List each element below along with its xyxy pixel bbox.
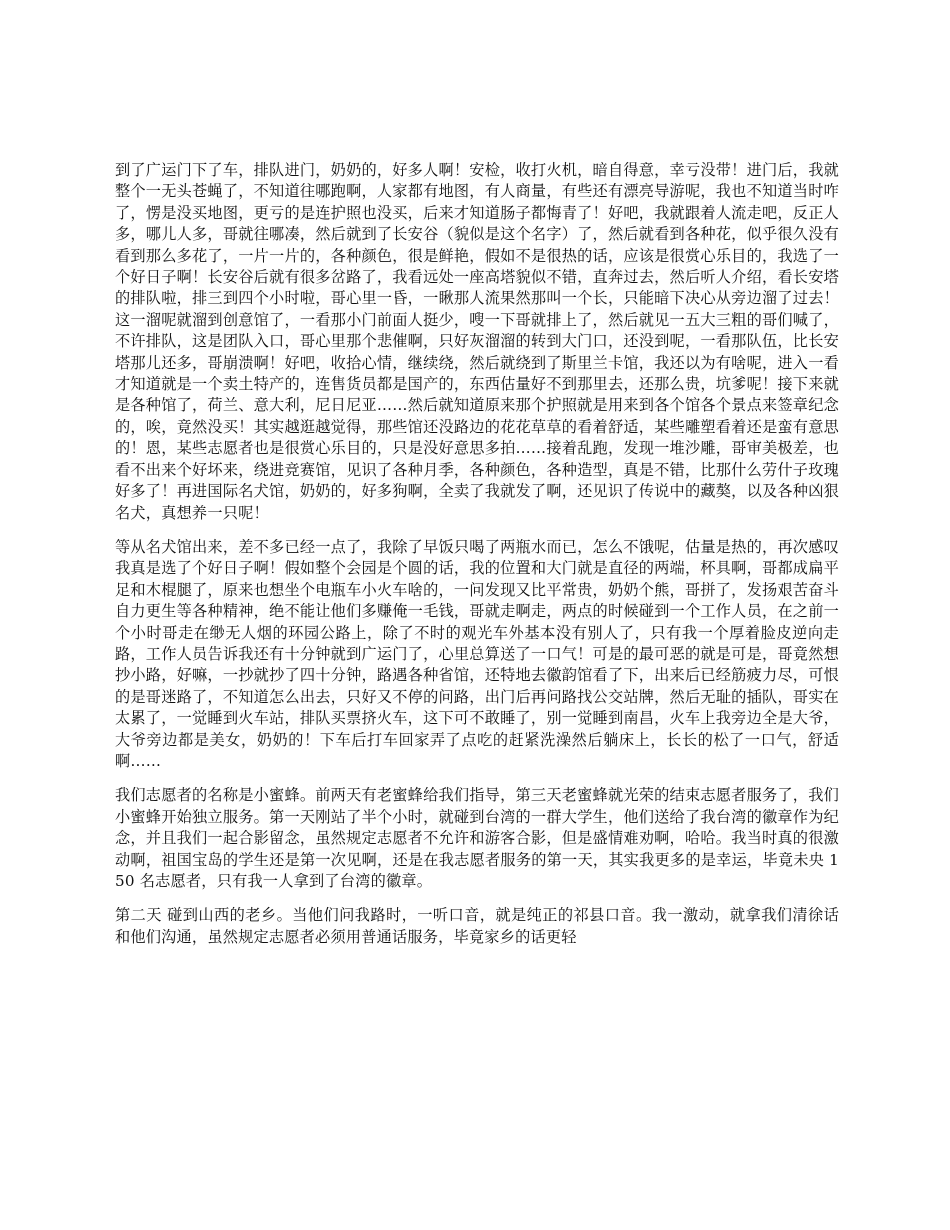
paragraph-1: 到了广运门下了车，排队进门，奶奶的，好多人啊！安检，收打火机，暗自得意，幸亏没带！进门后，我就整个一无头苍蝇了，不知道往哪跑啊，人家都有地图，有人商量，有些还有漂亮导游呢，我也不知道当时咋了，愣是没买地图，更亏的是连护照也没买，后来才知道肠子都悔青了！好吧，我就跟着人流走吧，反正人多，哪儿人多，哥就往哪凑，然后就到了长安谷（貌似是这个名字）了，然后就看到各种花，似乎很久没有看到那么多花了，一片一片的，各种颜色，很是鲜艳，假如不是很热的话，应该是很赏心乐目的，我选了一个好日子啊！长安谷后就有很多岔路了，我看远处一座高塔貌似不错，直奔过去，然后听人介绍，看长安塔的排队啦，排三到四个小时啦，哥心里一昏，一瞅那人流果然那叫一个长，只能暗下决心从旁边溜了过去！这一溜呢就溜到创意馆了，一看那小门前面人挺少，嗖一下哥就排上了，然后就见一五大三粗的哥们喊了，不许排队，这是团队入口，哥心里那个悲催啊，只好灰溜溜的转到大门口，还没到呢，一看那队伍，比长安塔那儿还多，哥崩溃啊！好吧，收拾心情，继续绕，然后就绕到了斯里兰卡馆，我还以为有啥呢，进入一看才知道就是一个卖土特产的，连售货员都是国产的，东西估量好不到那里去，还那么贵，坑爹呢！接下来就是各种馆了，荷兰、意大利，尼日尼亚……然后就知道原来那个护照就是用来到各个馆各个景点来签章纪念的，唉，竟然没买！其实越逛越觉得，那些馆还没路边的花花草草的看着舒适，某些雕塑看着还是蛮有意思的！恩，某些志愿者也是很赏心乐目的，只是没好意思多拍……接着乱跑，发现一堆沙雕，哥审美极差，也看不出来个好坏来，绕进竞赛馆，见识了各种月季，各种颜色，各种造型，真是不错，比那什么劳什子玫瑰好多了！再进国际名犬馆，奶奶的，好多狗啊，全卖了我就发了啊，还见识了传说中的藏獒，以及各种凶狠名犬，真想养一只呢！ <box>115 161 839 522</box>
article-body <box>115 160 839 961</box>
paragraph-4: 第二天 碰到山西的老乡。当他们问我路时，一听口音，就是纯正的祁县口音。我一激动，就拿我们清徐话和他们沟通，虽然规定志愿者必须用普通话服务，毕竟家乡的话更轻 <box>115 906 839 946</box>
paragraph-2: 等从名犬馆出来，差不多已经一点了，我除了早饭只喝了两瓶水而已，怎么不饿呢，估量是热的，再次感叹我真是选了个好日子啊！假如整个会园是个圆的话，我的位置和大门就是直径的两端，杯具啊，哥都成扁平足和木棍腿了，原来也想坐个电瓶车小火车啥的，一问发现又比平常贵，奶奶个熊，哥拼了，发扬艰苦奋斗自力更生等各种精神，绝不能让他们多赚俺一毛钱，哥就走啊走，两点的时候碰到一个工作人员，在之前一个小时哥走在缈无人烟的环园公路上，除了不时的观光车外基本没有别人了，只有我一个厚着脸皮逆向走路，工作人员告诉我还有十分钟就到广运门了，心里总算送了一口气！可是的最可恶的就是可是，哥竟然想抄小路，好嘛，一抄就抄了四十分钟，路遇各种省馆，还特地去徽韵馆看了下，出来后已经筋疲力尽，可恨的是哥迷路了，不知道怎么出去，只好又不停的问路，出门后再问路找公交站牌，然后无耻的插队，哥实在太累了，一觉睡到火车站，排队买票挤火车，这下可不敢睡了，别一觉睡到南昌，火车上我旁边全是大爷，大爷旁边都是美女，奶奶的！下车后打车回家弄了点吃的赶紧洗澡然后躺床上，长长的松了一口气，舒适啊…… <box>115 537 839 770</box>
paragraph-3: 我们志愿者的名称是小蜜蜂。前两天有老蜜蜂给我们指导，第三天老蜜蜂就光荣的结束志愿者服务了，我们小蜜蜂开始独立服务。第一天刚站了半个小时，就碰到台湾的一群大学生，他们送给了我台湾的徽章作为纪念，并且我们一起合影留念，虽然规定志愿者不允许和游客合影，但是盛情难劝啊，哈哈。我当时真的很激动啊，祖国宝岛的学生还是第一次见啊，还是在我志愿者服务的第一天，其实我更多的是幸运，毕竟未央 150 名志愿者，只有我一人拿到了台湾的徽章。 <box>115 786 839 890</box>
